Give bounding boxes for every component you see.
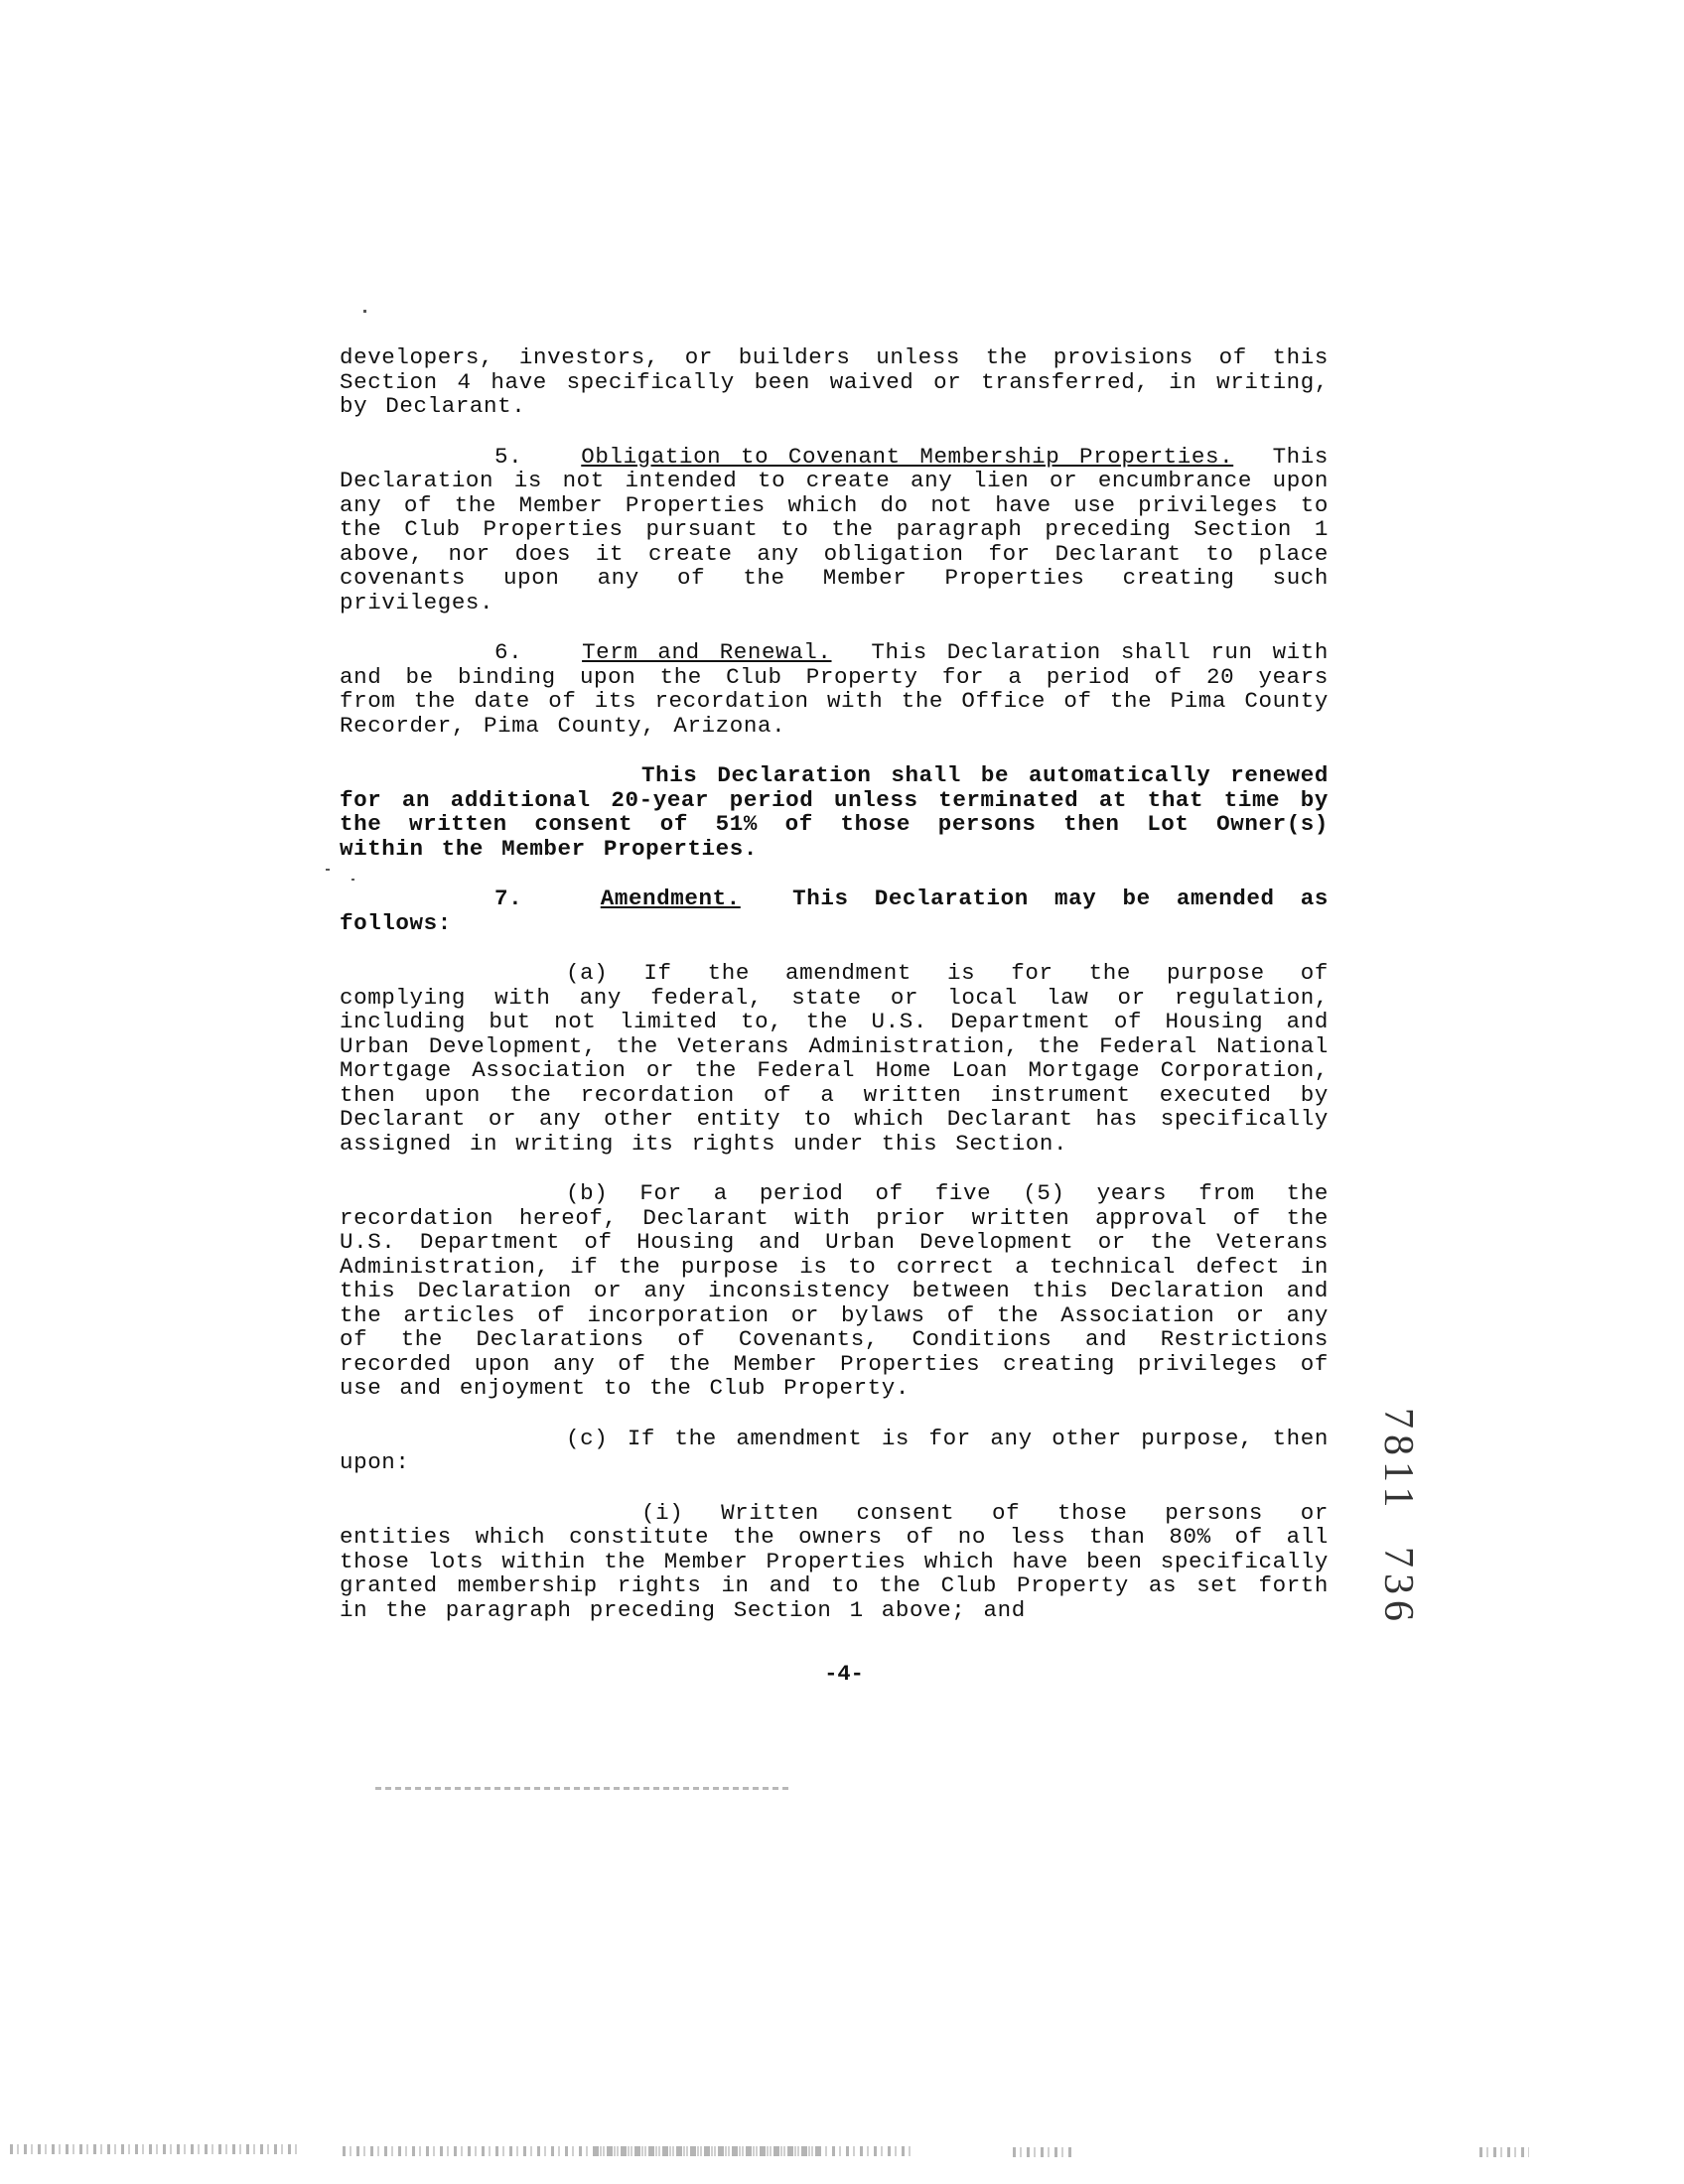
paragraph-text: (a) If the amendment is for the purpose of complying with any federal, state or local law or regulation, including but not limited to, the U.S. Department of Housing and Urban Development, the Veterans Administration, the Federal National Mortgage Association or the Federal Home Loan Mortgage Corporation, then upon the recordation of a written instrument executed by Declarant or any other entity to which Declarant has specifically assigned in writing its rights under this Section. [340,960,1329,1157]
paragraph-7b [340,1181,1329,1401]
section-heading: Obligation to Covenant Membership Properties. [581,443,1234,470]
paragraph-text: This Declaration shall be automatically renewed for an additional 20-year period unless terminated at that time by the written consent of 51% of those persons then Lot Owner(s) within the Member Properties. [340,762,1329,862]
scan-edge-noise [10,2144,298,2154]
paragraph-text: This Declaration shall run with and be binding upon the Club Property for a period of 20 years from the date of its recordation with the Office of the Pima County Recorder, Pima County, Arizona. [340,639,1329,739]
margin-stamp-page: 736 [1375,1547,1421,1627]
paragraph-text: developers, investors, or builders unless the provisions of this Section 4 have specifically been waived or transferred, in writing, by Declarant. [340,344,1329,419]
scan-edge-noise [596,2146,913,2156]
section-number: 5. [494,443,523,470]
paragraph-section-5 [340,445,1329,615]
section-number: 7. [494,886,523,911]
section-lead-word: This [1272,443,1329,470]
scan-artifact-line [375,1787,792,1790]
paragraph-text: Declaration is not intended to create any lien or encumbrance upon any of the Member Properties which do not have use privileges to the Club Properties pursuant to the paragraph preceding Section 1 above, nor does it create any obligation for Declarant to place covenants upon any of the Member Properties creating such privileges. [340,468,1329,615]
paragraph-section4-continued [340,345,1329,419]
section-number: 6. [494,639,523,665]
section-heading: Amendment. [600,886,741,911]
paragraph-text: (i) Written consent of those persons or entities which constitute the owners of no less than 80% of all those lots within the Member Properties which have been specifically granted membership rights in and to the Club Property as set forth in the paragraph preceding Section 1 above; and [340,1499,1329,1623]
scan-edge-noise [1479,2147,1529,2157]
paragraph-7a [340,961,1329,1156]
page-number: -4- [824,1662,864,1687]
scan-speck [363,310,366,313]
section-heading: Term and Renewal. [582,639,832,665]
paragraph-text: This Declaration may be amended as follows: [340,886,1329,936]
paragraph-7c-i [340,1501,1329,1623]
paragraph-section-6 [340,640,1329,738]
scan-speck [351,879,354,881]
document-body [340,345,1329,1648]
paragraph-text: (c) If the amendment is for any other purpose, then upon: [340,1425,1329,1475]
paragraph-7c [340,1427,1329,1475]
margin-stamp-book: 7811 [1375,1408,1421,1514]
scan-edge-noise [1013,2147,1072,2157]
paragraph-renewal [340,763,1329,861]
paragraph-section-7 [340,887,1329,935]
paragraph-text: (b) For a period of five (5) years from the recordation hereof, Declarant with prior written approval of the U.S. Department of Housing and Urban Development or the Veterans Administration, if the purpose is to correct a technical defect in this Declaration or any inconsistency between this Declaration and the articles of incorporation or bylaws of the Association or any of the Declarations of Covenants, Conditions and Restrictions recorded upon any of the Member Properties creating privileges of use and enjoyment to the Club Property. [340,1180,1329,1401]
scan-speck [326,869,330,871]
